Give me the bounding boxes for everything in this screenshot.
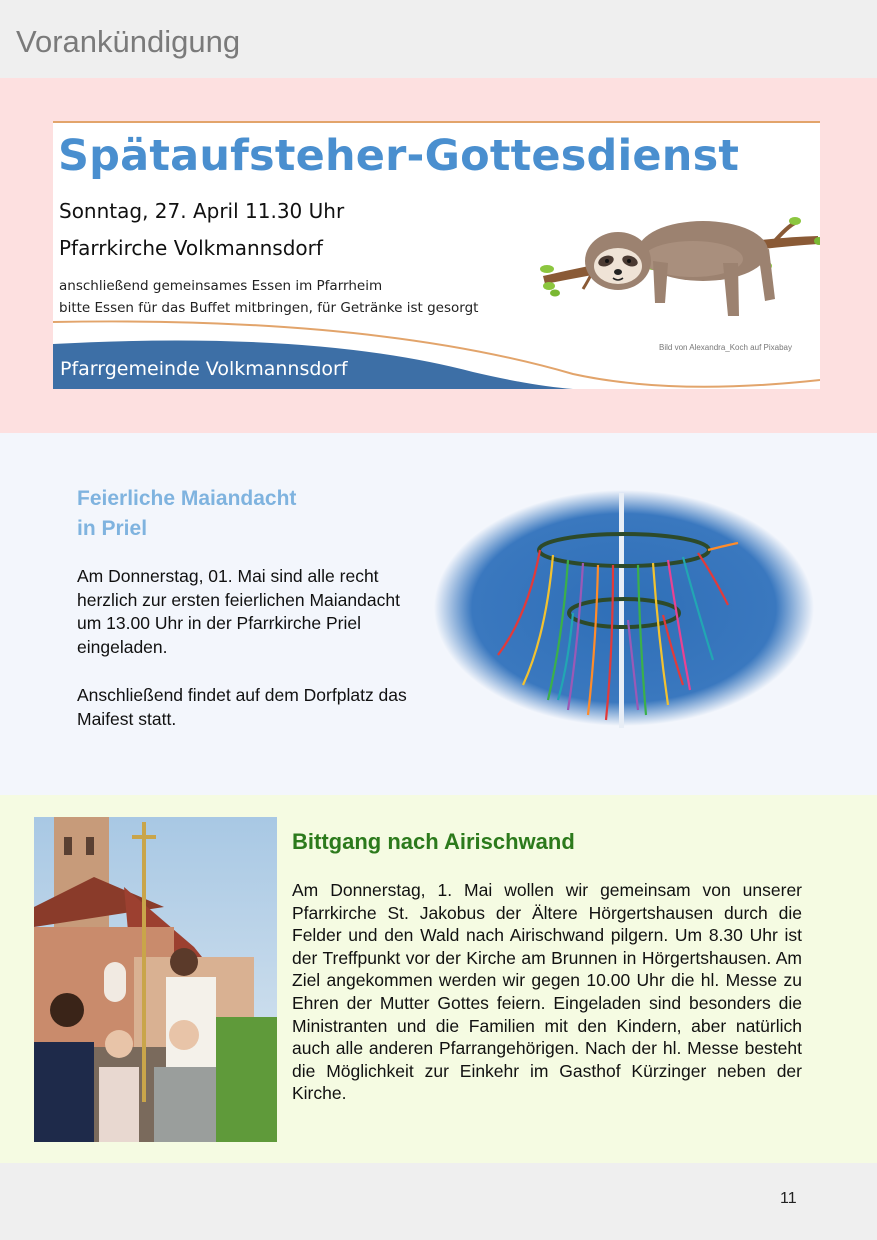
bittgang-body: Am Donnerstag, 1. Mai wollen wir gemeinsam von unserer Pfarrkirche St. Jakobus der Ältere Hörgertshausen durch die Felder und den Wald nach Airischwand pilgern. Um 8.30 Uhr ist der Treffpunkt vor der Kirche am Brunnen in Hörgertshausen. Am Ziel angekommen werden wir gegen 10.00 Uhr die hl. Messe zu Ehren der Mutter Gottes feiern. Eingeladen sind besonders die Ministranten und die Familien mit den Kindern, aber natürlich auch alle anderen Pfarrangehörigen. Nach der hl. Messe besteht die Möglichkeit zur Einkehr im Gasthof Kürzinger neben der Kirche. [292, 880, 802, 1104]
banner-church: Pfarrkirche Volkmannsdorf [59, 236, 323, 260]
banner-top-line [53, 121, 820, 123]
group-photo-procession [34, 817, 277, 1142]
banner-date: Sonntag, 27. April 11.30 Uhr [59, 199, 345, 223]
maiandacht-paragraph1: Am Donnerstag, 01. Mai sind alle recht herzlich zur ersten feierlichen Maiandacht um 13.00 Uhr in der Pfarrkirche Priel eingeladen. [77, 566, 400, 657]
announcement-section-maiandacht [0, 433, 877, 795]
bittgang-heading: Bittgang nach Airischwand [292, 829, 575, 854]
maypole-photo [428, 485, 820, 735]
maiandacht-heading [77, 484, 296, 544]
sloth-illustration [533, 181, 820, 331]
banner-title: Spätaufsteher-Gottesdienst [58, 131, 740, 181]
maiandacht-heading-line1: Feierliche Maiandacht [77, 487, 297, 510]
maiandacht-paragraph2: Anschließend findet auf dem Dorfplatz das Maifest statt. [77, 685, 407, 729]
maiandacht-heading-line2: in Priel [77, 517, 148, 540]
page-header [0, 0, 877, 78]
image-credit: Bild von Alexandra_Koch auf Pixabay [659, 343, 792, 352]
page-title: Vorankündigung [16, 24, 241, 59]
announcement-section-bittgang [0, 795, 877, 1163]
banner-info-line1: anschließend gemeinsames Essen im Pfarrheim [59, 278, 383, 294]
banner-parish: Pfarrgemeinde Volkmannsdorf [60, 358, 348, 380]
event-banner [53, 121, 820, 389]
page-number: 11 [780, 1190, 797, 1207]
banner-info-line2: bitte Essen für das Buffet mitbringen, für Getränke ist gesorgt [59, 300, 479, 316]
announcement-section-gottesdienst [0, 78, 877, 433]
